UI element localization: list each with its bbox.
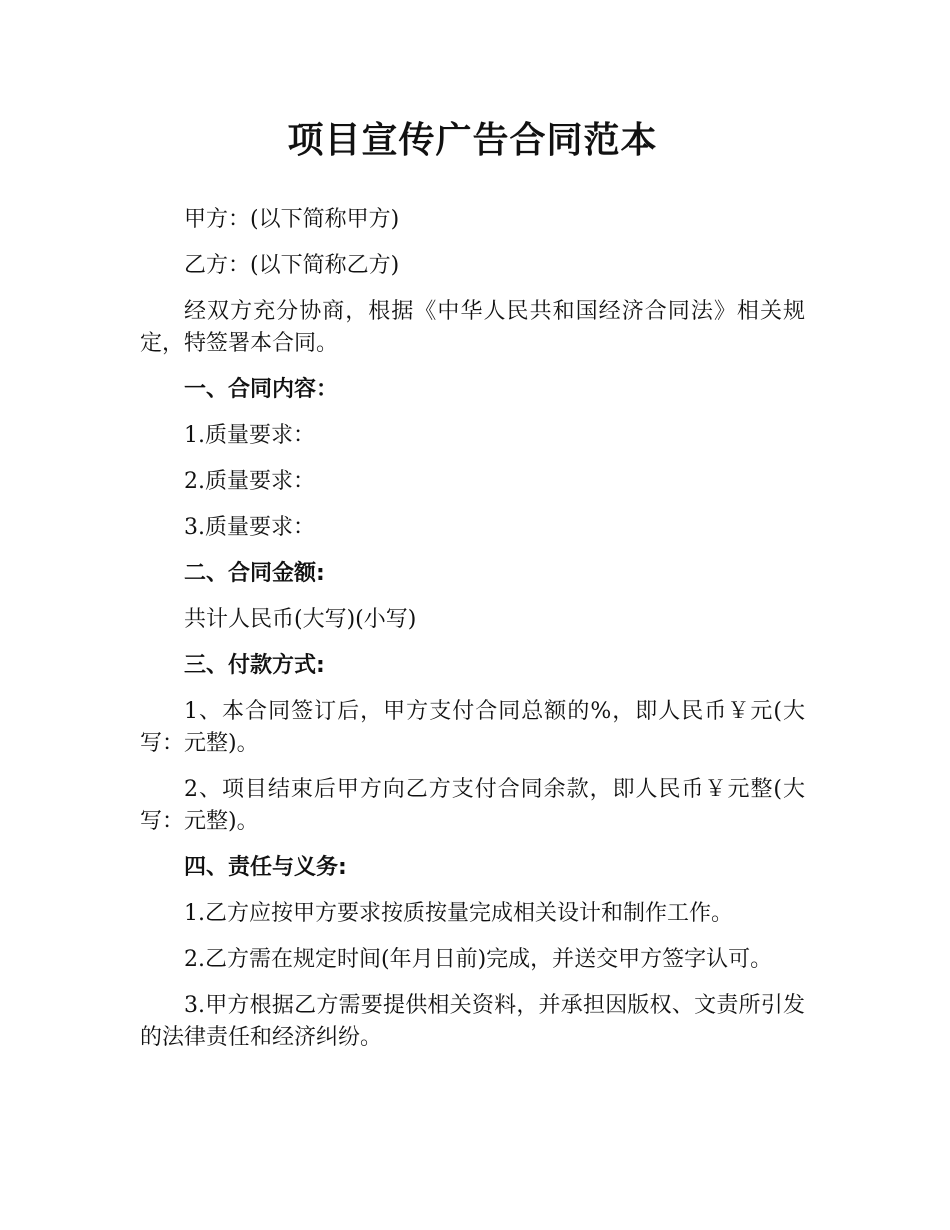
- quality-requirement-2: 2.质量要求：: [184, 469, 315, 494]
- preamble-paragraph: 经双方充分协商，根据《中华人民共和国经济合同法》相关规定，特签署本合同。: [140, 299, 805, 356]
- quality-requirement-1: 1.质量要求：: [184, 423, 315, 448]
- party-b-line: 乙方：(以下简称乙方): [184, 253, 400, 278]
- section-heading-contract-content: 一、合同内容：: [184, 377, 339, 402]
- payment-clause-1: 1、本合同签订后，甲方支付合同总额的%，即人民币￥元(大写：元整)。: [140, 699, 805, 756]
- quality-requirement-3: 3.质量要求：: [184, 515, 315, 540]
- section-heading-payment-method: 三、付款方式:: [184, 653, 325, 678]
- responsibility-clause-3: 3.甲方根据乙方需要提供相关资料，并承担因版权、文责所引发的法律责任和经济纠纷。: [140, 993, 805, 1050]
- party-a-line: 甲方：(以下简称甲方): [184, 207, 400, 232]
- responsibility-clause-1: 1.乙方应按甲方要求按质按量完成相关设计和制作工作。: [184, 901, 733, 926]
- total-amount-line: 共计人民币(大写)(小写): [184, 607, 417, 632]
- document-body: [140, 118, 805, 1068]
- responsibility-clause-2: 2.乙方需在规定时间(年月日前)完成，并送交甲方签字认可。: [184, 947, 773, 972]
- section-heading-responsibilities: 四、责任与义务:: [184, 855, 347, 880]
- payment-clause-2: 2、项目结束后甲方向乙方支付合同余款，即人民币￥元整(大写：元整)。: [140, 777, 805, 834]
- document-title: 项目宣传广告合同范本: [287, 120, 658, 161]
- section-heading-contract-amount: 二、合同金额:: [184, 561, 325, 586]
